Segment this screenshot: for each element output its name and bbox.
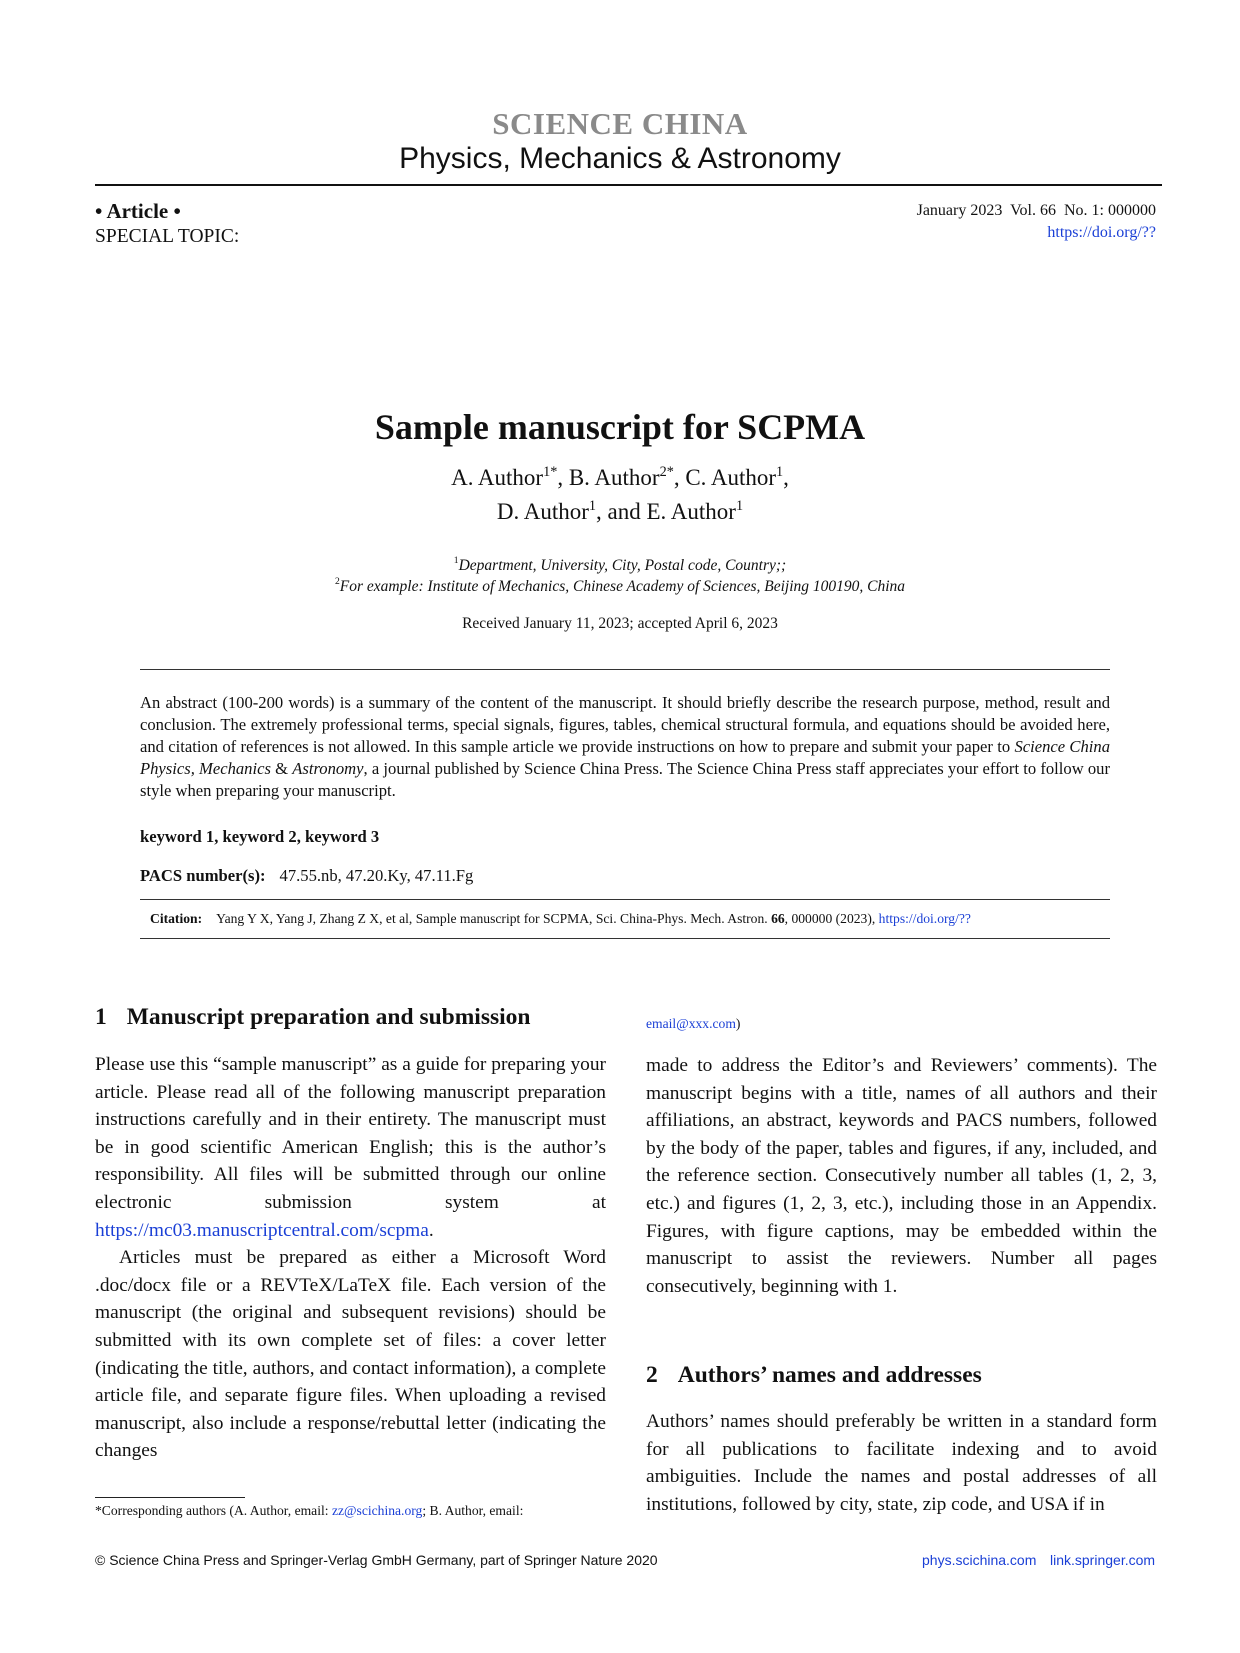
- footnote-continuation: [646, 1016, 740, 1032]
- footnote: [95, 1503, 523, 1519]
- section-2-heading: [646, 1362, 982, 1389]
- citation-tail: , 000000 (2023),: [784, 911, 879, 926]
- author-affil-mark: 2*: [659, 463, 674, 480]
- abstract-ampersand: &: [270, 759, 293, 778]
- journal-name: SCIENCE CHINA: [492, 106, 748, 141]
- left-column: [95, 1051, 606, 1465]
- footnote-text: *Corresponding authors (A. Author, email:: [95, 1503, 332, 1518]
- author-affil-mark: 1: [735, 497, 744, 514]
- author-separator: ,: [783, 465, 789, 490]
- article-type: • Article •: [95, 199, 181, 223]
- header-rule: [95, 184, 1162, 186]
- section-number: 2: [646, 1362, 658, 1388]
- paragraph: [95, 1051, 606, 1244]
- footer-link-scichina[interactable]: phys.scichina.com: [922, 1552, 1037, 1568]
- email-link[interactable]: zz@scichina.org: [331, 1503, 423, 1518]
- issue-info: January 2023 Vol. 66 No. 1: 000000: [916, 202, 1156, 219]
- footnote-close: ): [735, 1016, 741, 1031]
- author-separator: ,: [557, 465, 569, 490]
- section-title: Authors’ names and addresses: [677, 1362, 982, 1388]
- pacs-numbers: [140, 866, 473, 886]
- submission-system-link[interactable]: https://mc03.manuscriptcentral.com/scpma: [95, 1219, 429, 1241]
- received-date: Received January 11, 2023; accepted April 6, 2023: [462, 615, 778, 632]
- abstract-text: An abstract (100-200 words) is a summary of the content of the manuscript. It should briefly describe the research purpose, method, result and conclusion. The extremely professional terms, special signals, figures, tables, chemical structural formula, and equations should be avoided here, and citation of references is not allowed. In this sample article we provide instructions on how to prepare and submit your paper to: [140, 693, 1110, 756]
- author-name: C. Author: [685, 465, 777, 490]
- affiliation-1: [0, 557, 1240, 575]
- footer-link-springer[interactable]: link.springer.com: [1050, 1552, 1156, 1568]
- section-1-heading: [95, 1004, 530, 1031]
- paragraph-end: .: [428, 1219, 434, 1241]
- authors-line-1: [0, 465, 1240, 491]
- paper-title: Sample manuscript for SCPMA: [374, 407, 866, 447]
- affiliation-text: Department, University, City, Postal code, Country;;: [458, 557, 787, 574]
- author-name: E. Author: [646, 499, 736, 524]
- section-number: 1: [95, 1004, 107, 1030]
- citation-rule-top: [140, 899, 1110, 900]
- author-name: D. Author: [496, 499, 589, 524]
- right-column-section-2: [646, 1408, 1157, 1518]
- footnote-rule: [95, 1497, 245, 1498]
- section-title: Manuscript preparation and submission: [126, 1004, 531, 1030]
- paragraph: Authors’ names should preferably be written in a standard form for all publications to facilitate indexing and to avoid ambiguities. Include the names and postal addresses of all institutions, followed by city, state, zip code, and USA if in: [646, 1411, 1157, 1515]
- journal-subtitle: Physics, Mechanics & Astronomy: [399, 142, 841, 175]
- authors-line-2: [0, 499, 1240, 525]
- citation-rule-bottom: [140, 938, 1110, 939]
- paragraph-text: Please use this “sample manuscript” as a guide for preparing your article. Please read all of the following manuscript preparation instructions carefully and in their entirety. The manuscript must be in good scientific American English; this is the author’s responsibility. All files will be submitted through our online electronic submission system at: [95, 1054, 606, 1213]
- footnote-text-mid: ; B. Author, email:: [422, 1503, 524, 1518]
- citation-text: Yang Y X, Yang J, Zhang Z X, et al, Sample manuscript for SCPMA, Sci. China-Phys. Mech. Astron.: [216, 911, 772, 926]
- email-link[interactable]: email@xxx.com: [646, 1016, 736, 1031]
- abstract-text-end: , a journal published by Science China Press. The Science China Press staff appreciates your effort to follow our style when preparing your manuscript.: [140, 759, 1110, 800]
- abstract-journal-name: Science China Physics, Mechanics: [140, 737, 1111, 778]
- affiliation-mark: 1: [453, 555, 459, 567]
- doi-link[interactable]: https://doi.org/??: [1047, 224, 1156, 241]
- pacs-value: 47.55.nb, 47.20.Ky, 47.11.Fg: [279, 866, 474, 885]
- special-topic: SPECIAL TOPIC:: [95, 226, 240, 247]
- abstract-journal-name-end: Astronomy: [292, 759, 364, 778]
- abstract-rule: [140, 669, 1110, 670]
- affiliation-mark: 2: [334, 576, 340, 588]
- author-affil-mark: 1: [776, 463, 784, 480]
- author-name: A. Author: [451, 465, 544, 490]
- copyright: © Science China Press and Springer-Verlag GmbH Germany, part of Springer Nature 2020: [95, 1552, 658, 1568]
- citation: [150, 911, 971, 927]
- citation-label: Citation:: [150, 911, 203, 926]
- keywords: keyword 1, keyword 2, keyword 3: [140, 827, 380, 846]
- author-name: B. Author: [568, 465, 660, 490]
- paragraph: made to address the Editor’s and Reviewers’ comments). The manuscript begins with a title, names of all authors and their affiliations, an abstract, keywords and PACS numbers, followed by the body of the paper, tables and figures, if any, included, and the reference section. Consecutively number all tables (1, 2, 3, etc.) and figures (1, 2, 3, etc.), including those in an Appendix. Figures, with figure captions, may be embedded within the manuscript to assist the reviewers. Number all pages consecutively, beginning with 1.: [646, 1055, 1157, 1297]
- pacs-label: PACS number(s):: [140, 866, 266, 885]
- author-separator: ,: [673, 465, 686, 490]
- abstract: [140, 692, 1110, 802]
- right-column: [646, 1052, 1157, 1300]
- citation-doi-link[interactable]: https://doi.org/??: [878, 911, 971, 926]
- citation-volume: 66: [771, 911, 785, 926]
- affiliation-2: [0, 578, 1240, 596]
- paragraph: Articles must be prepared as either a Microsoft Word .doc/docx file or a REVTeX/LaTeX file. Each version of the manuscript (the original and subsequent revisions) should be submitted with its own complete set of files: a cover letter (indicating the title, authors, and contact information), a complete article file, and separate figure files. When uploading a revised manuscript, also include a response/rebuttal letter (indicating the changes: [95, 1247, 606, 1462]
- author-separator: , and: [596, 499, 647, 524]
- affiliation-text: For example: Institute of Mechanics, Chinese Academy of Sciences, Beijing 100190, China: [339, 578, 906, 595]
- author-affil-mark: 1: [588, 497, 597, 514]
- author-affil-mark: 1*: [543, 463, 558, 480]
